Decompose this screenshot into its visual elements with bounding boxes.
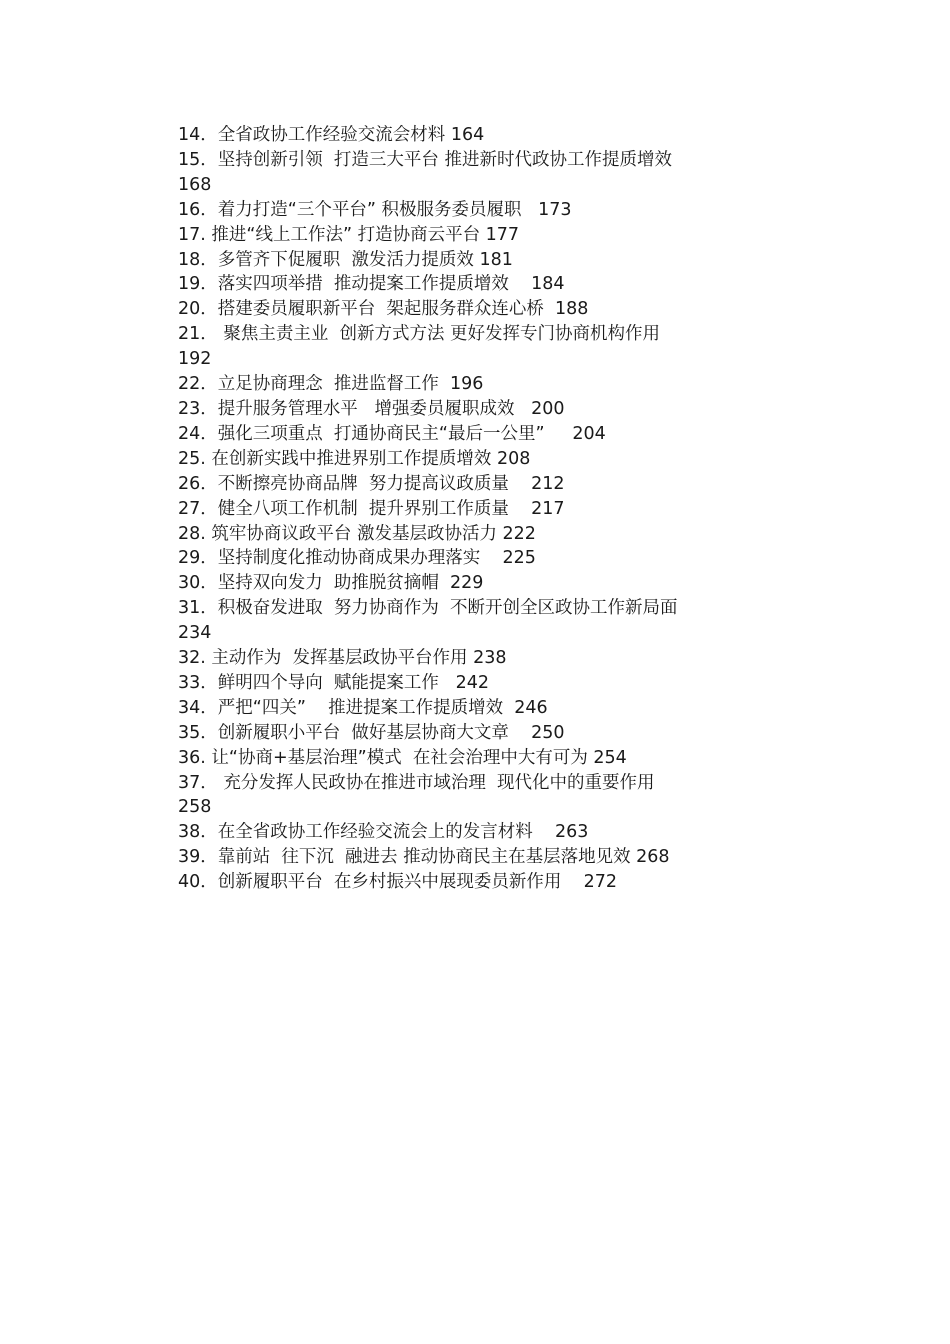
toc-entry: 25. 在创新实践中推进界别工作提质增效 208	[178, 448, 531, 469]
toc-entry: 38．在全省政协工作经验交流会上的发言材料 263	[178, 822, 589, 843]
toc-entry-page-number: 192	[178, 349, 212, 370]
toc-entry: 31．积极奋发进取 努力协商作为 不断开创全区政协工作新局面	[178, 598, 678, 619]
toc-entry: 21． 聚焦主责主业 创新方式方法 更好发挥专门协商机构作用	[178, 324, 661, 345]
toc-entry: 40．创新履职平台 在乡村振兴中展现委员新作用 272	[178, 872, 618, 893]
toc-entry: 23．提升服务管理水平 增强委员履职成效 200	[178, 398, 565, 419]
toc-entry: 22．立足协商理念 推进监督工作 196	[178, 374, 484, 395]
toc-entry: 28. 筑牢协商议政平台 激发基层政协活力 222	[178, 523, 536, 544]
toc-entry: 34．严把“四关” 推进提案工作提质增效 246	[178, 697, 548, 718]
toc-entry: 14．全省政协工作经验交流会材料 164	[178, 125, 485, 145]
toc-entry: 15．坚持创新引领 打造三大平台 推进新时代政协工作提质增效	[178, 149, 672, 170]
toc-entry: 18．多管齐下促履职 激发活力提质效 181	[178, 249, 513, 270]
toc-entry: 20．搭建委员履职新平台 架起服务群众连心桥 188	[178, 299, 589, 320]
toc-entry: 16．着力打造“三个平台” 积极服务委员履职 173	[178, 199, 572, 220]
toc-entry: 35．创新履职小平台 做好基层协商大文章 250	[178, 722, 565, 743]
toc-entry: 17. 推进“线上工作法” 打造协商云平台 177	[178, 224, 520, 245]
toc-entry: 36. 让“协商+基层治理”模式 在社会治理中大有可为 254	[178, 747, 627, 768]
toc-entry: 33．鲜明四个导向 赋能提案工作 242	[178, 672, 489, 693]
toc-entry: 39．靠前站 往下沉 融进去 推动协商民主在基层落地见效 268	[178, 847, 670, 868]
toc-entry-page-number: 234	[178, 623, 212, 644]
toc-entry: 19．落实四项举措 推动提案工作提质增效 184	[178, 274, 565, 295]
toc-entry: 24．强化三项重点 打通协商民主“最后一公里” 204	[178, 423, 606, 444]
toc-entry: 32. 主动作为 发挥基层政协平台作用 238	[178, 648, 507, 669]
toc-entry: 37． 充分发挥人民政协在推进市域治理 现代化中的重要作用	[178, 772, 655, 793]
table-of-contents	[178, 123, 818, 895]
toc-entry-page-number: 168	[178, 174, 212, 195]
toc-entry: 26．不断擦亮协商品牌 努力提高议政质量 212	[178, 473, 565, 494]
toc-entry: 29．坚持制度化推动协商成果办理落实 225	[178, 548, 536, 569]
toc-entry: 27．健全八项工作机制 提升界别工作质量 217	[178, 498, 565, 519]
toc-entry: 30．坚持双向发力 助推脱贫摘帽 229	[178, 573, 484, 594]
toc-entry-page-number: 258	[178, 797, 212, 818]
